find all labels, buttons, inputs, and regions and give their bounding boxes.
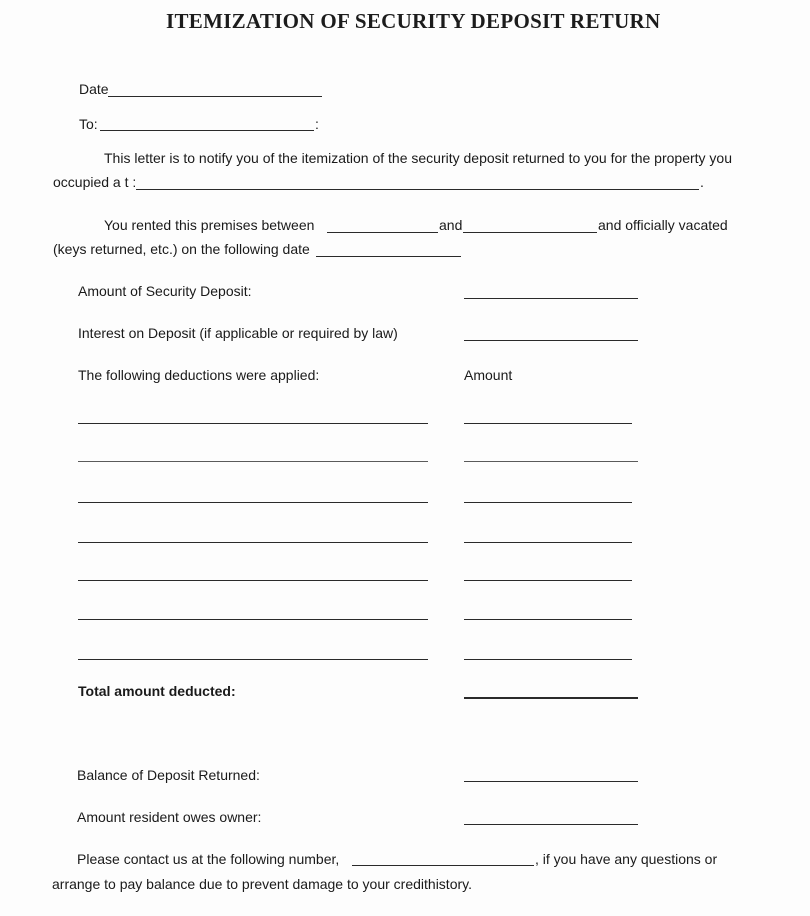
to-blank[interactable] (100, 130, 314, 131)
contact-text-line2: arrange to pay balance due to prevent damage to your credithistory. (52, 876, 472, 892)
rented-text-suffix: and officially vacated (598, 217, 728, 233)
deduction-amount-blank[interactable] (464, 619, 632, 620)
amount-column-header: Amount (464, 367, 513, 383)
notify-period: . (700, 174, 704, 190)
deduction-description-blank[interactable] (78, 619, 428, 620)
deduction-amount-blank[interactable] (464, 423, 632, 424)
deduction-description-blank[interactable] (78, 423, 428, 424)
date-label: Date (79, 81, 109, 97)
phone-number-blank[interactable] (352, 865, 534, 866)
deduction-amount-blank[interactable] (464, 502, 632, 503)
total-deducted-label: Total amount deducted: (78, 683, 236, 699)
rented-text-and: and (439, 217, 463, 233)
contact-text-suffix: , if you have any questions or (535, 851, 718, 867)
deduction-description-blank[interactable] (78, 659, 428, 660)
to-label: To: (79, 116, 98, 132)
deduction-amount-blank[interactable] (464, 580, 632, 581)
deductions-label: The following deductions were applied: (78, 367, 320, 383)
vacated-date-blank[interactable] (316, 256, 461, 257)
notify-text-line1: This letter is to notify you of the itemization of the security deposit returned to you for the property you (104, 150, 732, 166)
document-title: ITEMIZATION OF SECURITY DEPOSIT RETURN (166, 9, 661, 33)
deduction-amount-blank[interactable] (464, 542, 632, 543)
notify-text-line2: occupied a t : (53, 174, 137, 190)
rented-start-blank[interactable] (327, 232, 438, 233)
deduction-description-blank[interactable] (78, 580, 428, 581)
resident-owes-label: Amount resident owes owner: (77, 809, 262, 825)
interest-label: Interest on Deposit (if applicable or required by law) (78, 325, 398, 341)
interest-blank[interactable] (464, 340, 638, 341)
deduction-amount-blank[interactable] (464, 659, 632, 660)
total-deducted-blank[interactable] (464, 697, 638, 699)
contact-text-prefix: Please contact us at the following number, (77, 851, 340, 867)
date-blank[interactable] (108, 96, 322, 97)
resident-owes-blank[interactable] (464, 824, 638, 825)
rented-end-blank[interactable] (463, 232, 597, 233)
deduction-amount-blank[interactable] (464, 461, 638, 462)
amount-deposit-blank[interactable] (464, 298, 638, 299)
balance-returned-blank[interactable] (464, 781, 638, 782)
balance-returned-label: Balance of Deposit Returned: (77, 767, 260, 783)
deduction-description-blank[interactable] (78, 461, 428, 462)
rented-text-line2: (keys returned, etc.) on the following date (53, 241, 310, 257)
amount-deposit-label: Amount of Security Deposit: (78, 283, 252, 299)
rented-text-prefix: You rented this premises between (104, 217, 315, 233)
property-address-blank[interactable] (136, 189, 699, 190)
deduction-description-blank[interactable] (78, 542, 428, 543)
to-colon: : (315, 116, 319, 132)
deduction-description-blank[interactable] (78, 502, 428, 503)
